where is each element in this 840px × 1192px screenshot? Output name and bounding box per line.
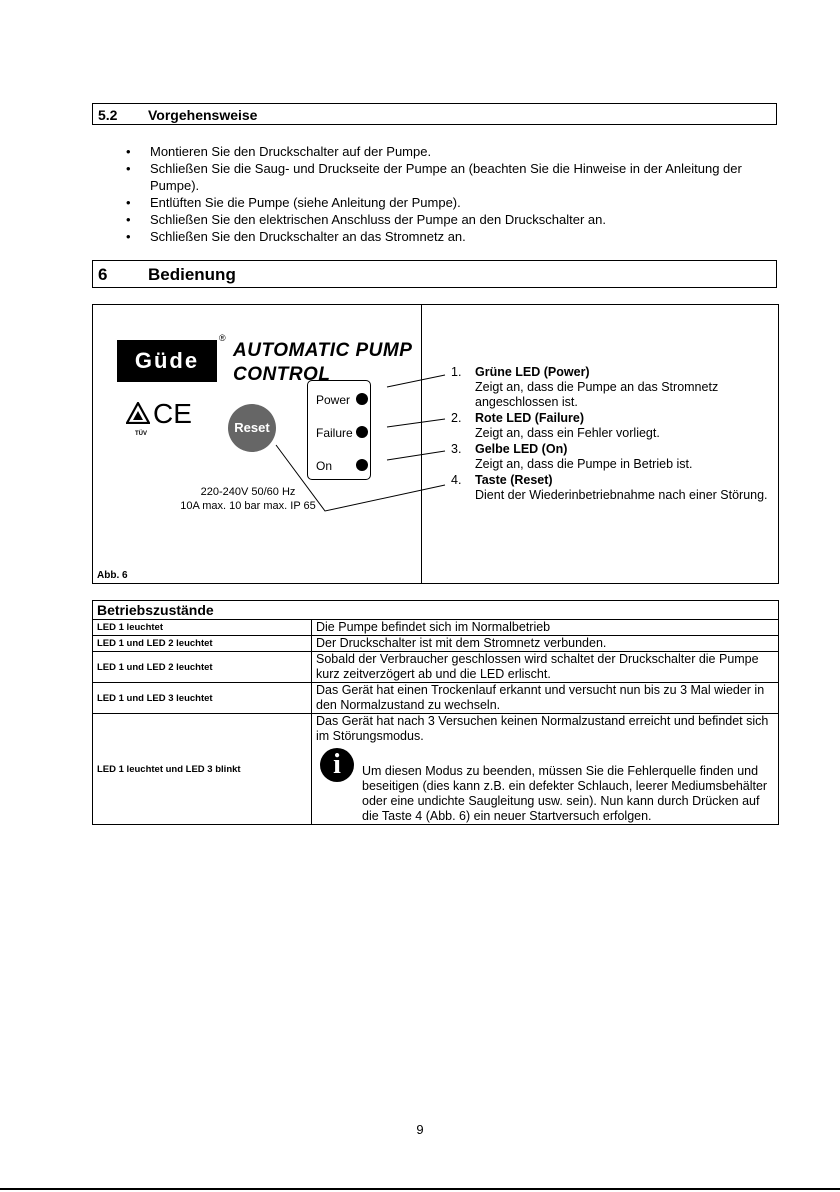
table-title: Betriebszustände: [93, 601, 779, 620]
page-number: 9: [416, 1122, 424, 1137]
ce-mark: CE: [153, 398, 192, 429]
fault-description: Das Gerät hat nach 3 Versuchen keinen Normalzustand erreicht und befindet sich im Störungsmodus.: [316, 714, 769, 743]
operating-states-table: [92, 600, 779, 825]
info-note: [316, 748, 774, 824]
gude-logo: Güde: [117, 340, 217, 382]
description-cell: Sobald der Verbraucher geschlossen wird schaltet der Druckschalter die Pumpe kurz zeitverzögert ab und die LED erlischt.: [312, 652, 779, 683]
state-cell: LED 1 leuchtet: [93, 620, 312, 636]
description-cell: Der Druckschalter ist mit dem Stromnetz verbunden.: [312, 636, 779, 652]
section-6-heading: [92, 260, 777, 288]
description-cell: [312, 714, 779, 825]
state-cell: LED 1 und LED 3 leuchtet: [93, 683, 312, 714]
legend-item: [449, 365, 769, 410]
callout-lines: [93, 305, 473, 585]
list-item: • Schließen Sie die Saug- und Druckseite der Pumpe an (beachten Sie die Hinweise in der Anleitung der Pumpe).: [150, 160, 780, 194]
state-cell: LED 1 und LED 2 leuchtet: [93, 636, 312, 652]
list-item: • Schließen Sie den elektrischen Anschluss der Pumpe an den Druckschalter an.: [150, 211, 780, 228]
product-title-line1: AUTOMATIC PUMP: [233, 340, 413, 361]
legend-item: [449, 473, 769, 503]
info-note-text: Um diesen Modus zu beenden, müssen Sie die Fehlerquelle finden und beseitigen (dies kann z.B. ein defekter Schlauch, leerer Mediumsbehälter oder eine undichte Saugleitung usw. sein). Nun kann durch Drücken auf die Taste 4 (Abb. 6) ein neuer Startversuch erfolgen.: [362, 764, 768, 823]
led-label: Failure: [316, 426, 353, 440]
tuv-mark: TÜV: [135, 431, 147, 437]
table-row: [93, 683, 779, 714]
state-cell: LED 1 und LED 2 leuchtet: [93, 652, 312, 683]
figure-6: [92, 304, 779, 584]
figure-caption: Abb. 6: [97, 570, 128, 581]
legend-number: 1.: [451, 365, 462, 379]
list-item: • Schließen Sie den Druckschalter an das Stromnetz an.: [150, 228, 780, 245]
table-row: [93, 714, 779, 825]
registered-mark: ®: [219, 333, 226, 343]
legend-heading: Gelbe LED (On): [475, 442, 568, 456]
legend-item: [449, 411, 769, 441]
table-row: [93, 652, 779, 683]
legend-heading: Rote LED (Failure): [475, 411, 585, 425]
legend-number: 2.: [451, 411, 462, 425]
legend-item: [449, 442, 769, 472]
table-row: [93, 620, 779, 636]
reset-button: Reset: [228, 404, 276, 452]
legend-number: 4.: [451, 473, 462, 487]
led-label: Power: [316, 393, 351, 407]
bottom-rule: [0, 1188, 840, 1190]
legend-number: 3.: [451, 442, 462, 456]
section-title: Vorgehensweise: [148, 107, 258, 123]
description-cell: Die Pumpe befindet sich im Normalbetrieb: [312, 620, 779, 636]
product-title-line2: CONTROL: [233, 364, 331, 385]
figure-legend: [449, 365, 769, 504]
list-item: • Entlüften Sie die Pumpe (siehe Anleitung der Pumpe).: [150, 194, 780, 211]
spec-line-2: 10A max. 10 bar max. IP 65: [180, 500, 316, 512]
section-number: 5.2: [98, 107, 118, 123]
legend-text: Dient der Wiederinbetriebnahme nach einer Störung.: [475, 488, 768, 502]
list-item: • Montieren Sie den Druckschalter auf der Pumpe.: [150, 143, 780, 160]
section-title: Bedienung: [148, 265, 236, 284]
legend-text: Zeigt an, dass die Pumpe in Betrieb ist.: [475, 457, 693, 471]
legend-heading: Taste (Reset): [475, 473, 553, 487]
section-5-2-heading: [92, 103, 777, 125]
procedure-list: [150, 143, 780, 245]
table-row: [93, 636, 779, 652]
section-number: 6: [98, 265, 108, 284]
info-icon: i: [320, 748, 354, 782]
spec-line-1: 220-240V 50/60 Hz: [200, 486, 296, 498]
legend-text: Zeigt an, dass ein Fehler vorliegt.: [475, 426, 660, 440]
led-label: On: [316, 459, 333, 473]
description-cell: Das Gerät hat einen Trockenlauf erkannt und versucht nun bis zu 3 Mal wieder in den Normalzustand zu wechseln.: [312, 683, 779, 714]
legend-heading: Grüne LED (Power): [475, 365, 590, 379]
state-cell: LED 1 leuchtet und LED 3 blinkt: [93, 714, 312, 825]
legend-text: Zeigt an, dass die Pumpe an das Stromnetz angeschlossen ist.: [475, 380, 719, 409]
